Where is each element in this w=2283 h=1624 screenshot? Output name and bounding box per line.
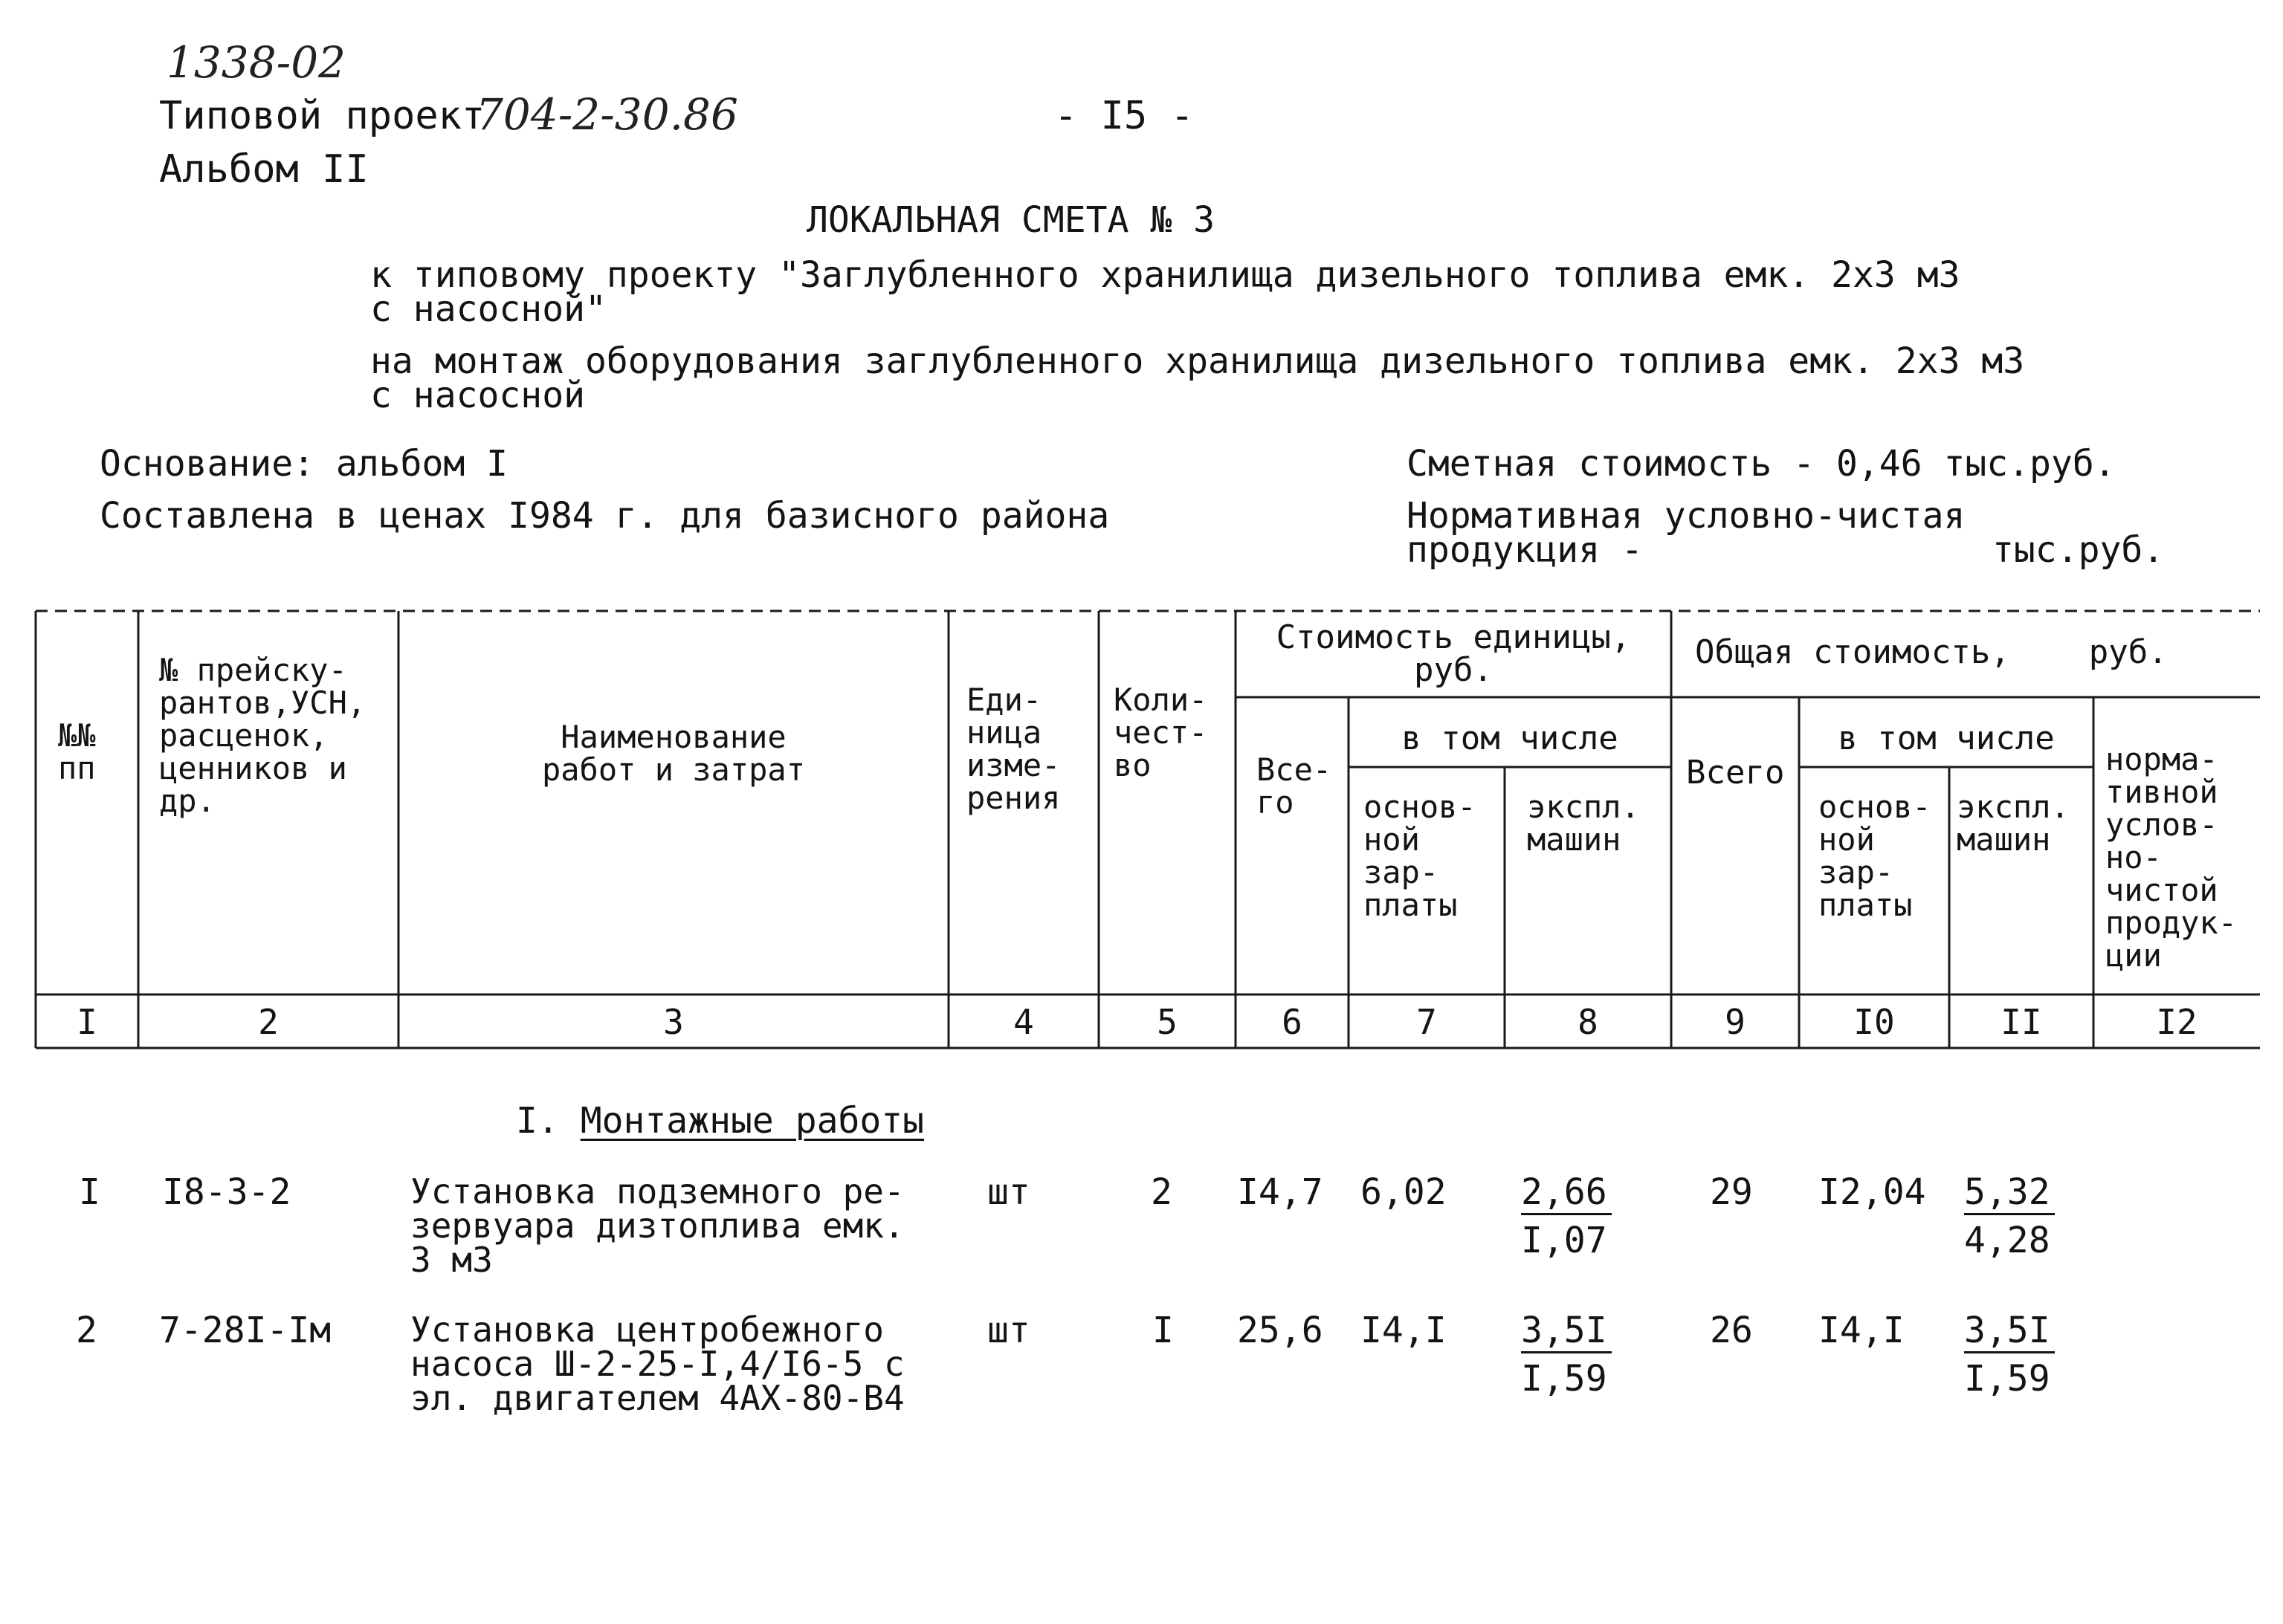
- work-description-line-2: с насосной: [370, 375, 585, 416]
- column-number: 5: [1157, 1002, 1178, 1042]
- document-title: ЛОКАЛЬНАЯ СМЕТА № 3: [807, 199, 1215, 241]
- handwritten-project-number: 704-2-30.86: [476, 89, 738, 140]
- section-heading: [516, 1100, 925, 1142]
- row-quantity: I: [1152, 1310, 1174, 1351]
- row-pricelist-code: 7-28I-Iм: [159, 1310, 332, 1351]
- project-reference-line-1: к типовому проекту "Заглубленного хранилища дизельного топлива емк. 2х3 м3: [370, 254, 1960, 296]
- project-label: Типовой проект: [159, 94, 485, 138]
- album-label: Альбом II: [159, 147, 369, 192]
- header-pricelist-number: № прейску- рантов,УСН, расценок, ценников и др.: [159, 652, 366, 819]
- row-unit-machines-value: 3,5I: [1521, 1313, 1612, 1353]
- row-number: I: [79, 1171, 100, 1213]
- row-unit-machines-wages: I,07: [1521, 1220, 1607, 1261]
- column-number: 2: [258, 1002, 279, 1042]
- column-number: I2: [2156, 1002, 2198, 1042]
- row-quantity: 2: [1151, 1171, 1172, 1213]
- basis-text: Основание: альбом I: [100, 443, 508, 485]
- row-total-machines-wages: 4,28: [1964, 1220, 2050, 1261]
- header-total-wages: основ- ной зар- платы: [1818, 789, 1931, 923]
- header-total-cost: Общая стоимость, руб.: [1695, 633, 2168, 671]
- row-unit-machines: [1521, 1171, 1612, 1261]
- row-total-machines-value: 5,32: [1964, 1174, 2055, 1215]
- project-reference-line-2: с насосной": [370, 288, 607, 330]
- header-unit-wages: основ- ной зар- платы: [1363, 789, 1476, 923]
- column-number: II: [2001, 1002, 2042, 1042]
- handwritten-document-number: 1338-02: [167, 37, 346, 88]
- row-unit-total: 25,6: [1237, 1310, 1323, 1351]
- row-total: 29: [1710, 1171, 1753, 1213]
- row-total-machines: [1964, 1171, 2055, 1261]
- column-number: I: [77, 1002, 97, 1042]
- row-total-machines-wages: I,59: [1964, 1358, 2050, 1400]
- row-unit-machines: [1521, 1310, 1612, 1400]
- column-number: 4: [1013, 1002, 1034, 1042]
- row-unit-machines-wages: I,59: [1521, 1358, 1607, 1400]
- row-unit-wages: I4,I: [1360, 1310, 1447, 1351]
- row-work-name: Установка центробежного насоса Ш-2-25-I,4/I6-5 с эл. двигателем 4АХ-80-В4: [410, 1310, 905, 1418]
- header-total: Всего: [1686, 754, 1785, 792]
- column-number: 6: [1282, 1002, 1302, 1042]
- header-unit-cost: Стоимость единицы, руб.: [1276, 618, 1631, 689]
- column-number: I0: [1853, 1002, 1895, 1042]
- section-number: I.: [516, 1100, 559, 1142]
- header-unit: Еди- ница изме- рения: [966, 682, 1061, 816]
- normative-product-line-1: Нормативная условно-чистая: [1407, 495, 1966, 537]
- header-row-number: №№ пп: [58, 717, 96, 786]
- header-unit-machines: экспл. машин: [1527, 789, 1640, 858]
- row-total-machines: [1964, 1310, 2055, 1400]
- row-work-name: Установка подземного ре- зервуара дизтоплива емк. 3 м3: [410, 1171, 905, 1280]
- row-unit-machines-value: 2,66: [1521, 1174, 1612, 1215]
- header-unit-including: в том числе: [1401, 719, 1618, 757]
- row-unit: шт: [987, 1171, 1030, 1213]
- row-total-machines-value: 3,5I: [1964, 1313, 2055, 1353]
- column-number: 7: [1416, 1002, 1437, 1042]
- header-normative-product: норма- тивной услов- но- чистой продук- ции: [2105, 741, 2238, 974]
- header-unit-total: Все- го: [1256, 751, 1332, 821]
- row-total-wages: I4,I: [1818, 1310, 1905, 1351]
- column-number: 9: [1725, 1002, 1746, 1042]
- header-total-machines: экспл. машин: [1957, 789, 2070, 858]
- section-title: Монтажные работы: [580, 1100, 925, 1142]
- column-number: 3: [663, 1002, 684, 1042]
- page-number: - I5 -: [1054, 94, 1194, 138]
- row-total-wages: I2,04: [1818, 1171, 1926, 1213]
- row-unit: шт: [987, 1310, 1030, 1351]
- normative-product-line-2: продукция -: [1407, 529, 1643, 571]
- row-total: 26: [1710, 1310, 1753, 1351]
- row-unit-wages: 6,02: [1360, 1171, 1447, 1213]
- prices-text: Составлена в ценах I984 г. для базисного района: [100, 495, 1110, 537]
- estimated-cost: Сметная стоимость - 0,46 тыс.руб.: [1407, 443, 2116, 485]
- row-pricelist-code: I8-3-2: [162, 1171, 291, 1213]
- row-number: 2: [76, 1310, 97, 1351]
- row-unit-total: I4,7: [1237, 1171, 1323, 1213]
- work-description-line-1: на монтаж оборудования заглубленного хранилища дизельного топлива емк. 2х3 м3: [370, 340, 2025, 382]
- header-total-including: в том числе: [1838, 719, 2055, 757]
- header-work-name: Наименование работ и затрат: [541, 719, 805, 788]
- normative-product-unit: тыс.руб.: [1992, 529, 2165, 571]
- column-number: 8: [1578, 1002, 1598, 1042]
- header-quantity: Коли- чест- во: [1114, 682, 1208, 783]
